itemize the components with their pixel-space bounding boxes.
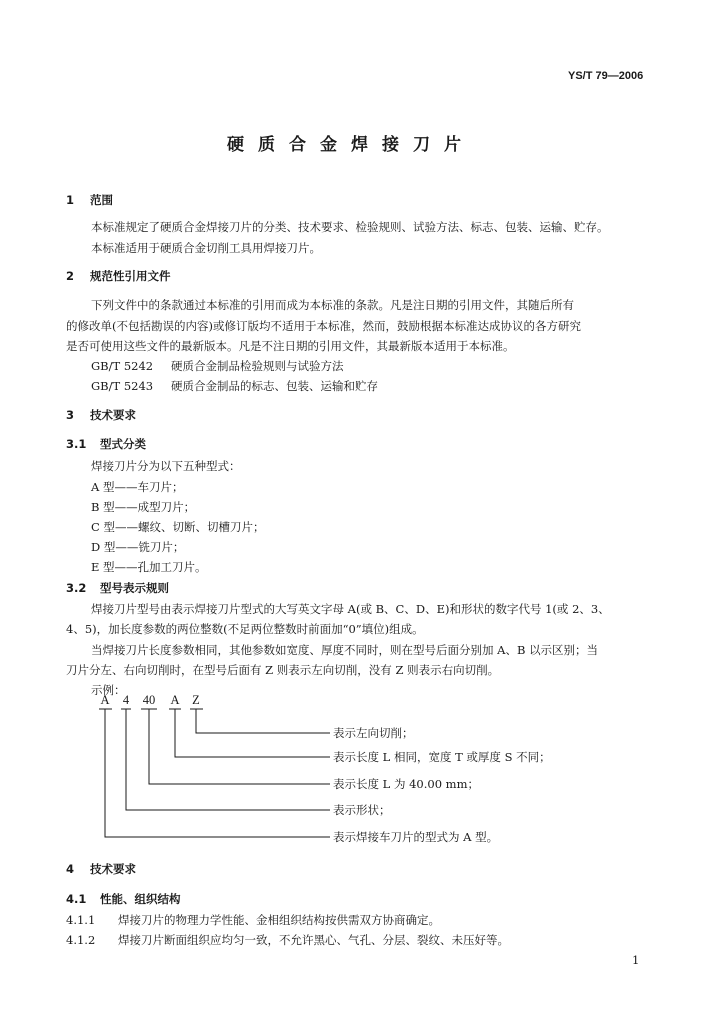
section-4-1-heading: 4.1 性能、组织结构: [66, 892, 181, 906]
section-4-heading: 4 技术要求: [66, 862, 136, 876]
section-2-paragraph-line: 是否可使用这些文件的最新版本。凡是不注日期的引用文件，其最新版本适用于本标准。: [66, 339, 515, 353]
code-explanation: 表示形状；: [333, 803, 391, 817]
leader-line-4: [126, 709, 330, 810]
document-title: 硬质合金焊接刀片: [227, 135, 475, 155]
type-item: C 型——螺纹、切断、切槽刀片；: [91, 520, 265, 534]
code-symbol: 4: [122, 693, 130, 707]
reference-code: GB/T 5243: [91, 379, 154, 393]
section-2-paragraph-line: 下列文件中的条款通过本标准的引用而成为本标准的条款。凡是注日期的引用文件，其随后所有: [91, 298, 574, 312]
reference-item: [91, 358, 344, 374]
section-1-paragraph-1: 本标准规定了硬质合金焊接刀片的分类、技术要求、检验规则、试验方法、标志、包装、运输、贮存。: [91, 220, 609, 234]
section-2-paragraph-line: 的修改单(不包括勘误的内容)或修订版均不适用于本标准，然而，鼓励根据本标准达成协议的各方研究: [66, 319, 581, 333]
code-explanation: 表示左向切削；: [333, 726, 414, 740]
reference-title: 硬质合金制品的标志、包装、运输和贮存: [171, 379, 378, 393]
type-item: D 型——铣刀片；: [91, 540, 185, 554]
leader-line-40: [149, 709, 330, 784]
page-number: 1: [632, 953, 640, 967]
type-item: A 型——车刀片；: [91, 480, 184, 494]
type-intro: 焊接刀片分为以下五种型式：: [91, 459, 241, 473]
reference-code: GB/T 5242: [91, 359, 154, 373]
section-3-1-heading: 3.1 型式分类: [66, 437, 146, 451]
clause-4-1-1: 4.1.1 焊接刀片的物理力学性能、金相组织结构按供需双方协商确定。: [66, 913, 440, 927]
code-symbol: Z: [192, 693, 200, 707]
type-item: E 型——孔加工刀片。: [91, 560, 207, 574]
code-explanation: 表示长度 L 为 40.00 mm；: [333, 777, 479, 791]
code-explanation: 表示长度 L 相同，宽度 T 或厚度 S 不同；: [333, 750, 551, 764]
section-3-2-paragraph-line: 刀片分左、右向切削时，在型号后面有 Z 则表示左向切削，没有 Z 则表示右向切削。: [66, 663, 500, 677]
code-symbol: 40: [142, 693, 156, 707]
section-3-2-heading: 3.2 型号表示规则: [66, 581, 169, 595]
section-3-2-paragraph-line: 焊接刀片型号由表示焊接刀片型式的大写英文字母 A(或 B、C、D、E)和形状的数字代号 1(或 2、3、: [91, 602, 610, 616]
code-symbol: A: [100, 693, 110, 707]
section-3-2-paragraph-line: 当焊接刀片长度参数相同，其他参数如宽度、厚度不同时，则在型号后面分别加 A、B 以示区别；当: [91, 643, 599, 657]
section-3-heading: 3 技术要求: [66, 408, 136, 422]
clause-4-1-2: 4.1.2 焊接刀片断面组织应均匀一致，不允许黑心、气孔、分层、裂纹、未压好等。: [66, 933, 509, 947]
section-3-2-paragraph-line: 4、5)，加长度参数的两位整数(不足两位整数时前面加“0”填位)组成。: [66, 622, 424, 636]
code-symbol: A: [170, 693, 180, 707]
example-label: 示例：: [91, 683, 126, 697]
leader-line-z: [196, 709, 330, 733]
type-item: B 型——成型刀片；: [91, 500, 196, 514]
model-code-diagram: [0, 690, 711, 855]
section-2-heading: 2 规范性引用文件: [66, 269, 171, 283]
leader-line-type-a: [105, 709, 330, 837]
reference-title: 硬质合金制品检验规则与试验方法: [171, 359, 344, 373]
standard-number: YS/T 79—2006: [568, 70, 644, 82]
code-explanation: 表示焊接车刀片的型式为 A 型。: [333, 830, 499, 844]
section-1-paragraph-2: 本标准适用于硬质合金切削工具用焊接刀片。: [91, 241, 321, 255]
section-1-heading: 1 范围: [66, 193, 113, 207]
reference-item: [91, 378, 378, 394]
